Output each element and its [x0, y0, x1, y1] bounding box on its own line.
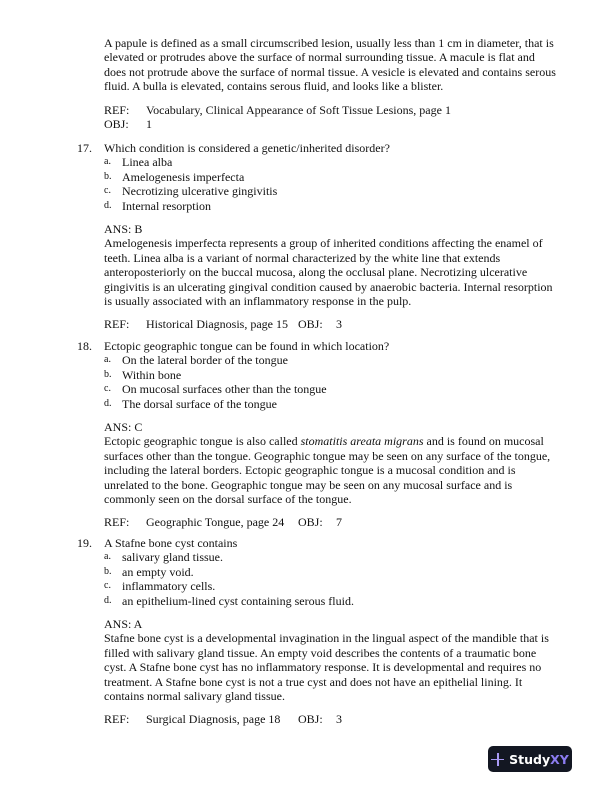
obj-line [104, 117, 556, 131]
option-text: an empty void. [122, 564, 194, 579]
logo-text [509, 752, 569, 767]
option-text: Within bone [122, 367, 182, 382]
option-c [104, 382, 550, 396]
text-line: treatment. A Stafne bone cyst is not a true cyst and does not have an epithelial lining. It [104, 674, 523, 689]
option-letter: d. [104, 397, 112, 409]
option-letter: b. [104, 170, 112, 182]
ref-line [104, 317, 553, 331]
option-b [104, 565, 549, 579]
ref-line [104, 103, 556, 117]
text-line: including the lateral borders. Ectopic geographic tongue is a mucosal condition and is [104, 463, 516, 478]
text-line: gingivitis is an ulcerating gingival condition caused by anaerobic bacteria. Internal resorption [104, 279, 553, 294]
answer: ANS: A [104, 616, 143, 631]
obj-value: 3 [336, 317, 342, 332]
option-d [104, 199, 553, 213]
logo-text-a: Study [509, 751, 551, 767]
text-line: cyst. A Stafne bone cyst has no inflammatory response. It is developmental and requires no [104, 660, 542, 675]
option-b [104, 368, 550, 382]
text-line: commonly seen on the dorsal surface of the tongue. [104, 491, 352, 506]
question-stem: A Stafne bone cyst contains [104, 536, 238, 550]
option-text: The dorsal surface of the tongue [122, 396, 277, 411]
answer: ANS: B [104, 221, 143, 236]
text-line: is usually associated with an inflammatory response in the pulp. [104, 293, 412, 308]
option-text: On mucosal surfaces other than the tongue [122, 382, 327, 397]
obj-label: OBJ: [104, 116, 129, 131]
question-number: 17. [77, 141, 92, 155]
ref-line [104, 712, 549, 726]
answer: ANS: C [104, 419, 143, 434]
option-letter: a. [104, 551, 111, 563]
option-text: an epithelium-lined cyst containing serous fluid. [122, 593, 354, 608]
text-line: anteroposteriorly on the buccal mucosa, along the occlusal plane. Necrotizing ulcerative [104, 265, 528, 280]
ref-value: Vocabulary, Clinical Appearance of Soft Tissue Lesions, page 1 [146, 102, 451, 117]
option-letter: b. [104, 565, 112, 577]
text-line: surfaces other than the tongue. Geographic tongue may be seen on any surface of the tongue, [104, 448, 551, 463]
ref-label: REF: [104, 317, 130, 332]
option-c [104, 579, 549, 593]
ref-label: REF: [104, 712, 130, 727]
ref-label: REF: [104, 515, 130, 530]
question-19 [77, 536, 549, 727]
option-letter: d. [104, 199, 112, 211]
obj-value: 1 [146, 116, 152, 131]
option-letter: c. [104, 383, 111, 395]
text-line: contains normal salivary gland tissue. [104, 688, 285, 703]
ref-value: Historical Diagnosis, page 15 [146, 317, 288, 332]
option-letter: c. [104, 185, 111, 197]
plus-icon [491, 753, 504, 766]
question-number: 19. [77, 536, 92, 550]
question-stem: Ectopic geographic tongue can be found in which location? [104, 339, 390, 353]
text-line: A papule is defined as a small circumscribed lesion, usually less than 1 cm in diameter, that is [104, 36, 554, 50]
option-a [104, 155, 553, 169]
text-line: fluid. A bulla is elevated, contains serous fluid, and looks like a blister. [104, 79, 444, 94]
intro-explanation [104, 36, 556, 131]
option-letter: a. [104, 354, 111, 366]
obj-label: OBJ: [298, 712, 323, 727]
text-run: Ectopic geographic tongue is also called [104, 434, 301, 449]
ref-value: Geographic Tongue, page 24 [146, 515, 285, 530]
question-stem: Which condition is considered a genetic/inherited disorder? [104, 141, 390, 155]
obj-value: 3 [336, 712, 342, 727]
text-run: and is found on mucosal [423, 434, 544, 449]
option-text: Linea alba [122, 155, 173, 170]
text-line: does not protrude above the surface of normal tissue. A vesicle is elevated and contains serous [104, 64, 556, 79]
option-a [104, 353, 550, 367]
option-text: salivary gland tissue. [122, 550, 223, 565]
ref-label: REF: [104, 102, 130, 117]
obj-label: OBJ: [298, 515, 323, 530]
option-text: On the lateral border of the tongue [122, 353, 288, 368]
obj-label: OBJ: [298, 317, 323, 332]
option-d [104, 397, 550, 411]
option-letter: b. [104, 368, 112, 380]
option-a [104, 550, 549, 564]
option-text: Internal resorption [122, 198, 211, 213]
option-text: inflammatory cells. [122, 579, 216, 594]
option-d [104, 594, 549, 608]
italic-term: stomatitis areata migrans [300, 434, 424, 449]
ref-value: Surgical Diagnosis, page 18 [146, 712, 281, 727]
option-c [104, 184, 553, 198]
option-letter: a. [104, 156, 111, 168]
question-18 [77, 339, 551, 530]
studyxy-logo[interactable] [488, 746, 572, 772]
logo-text-b: XY [550, 751, 569, 767]
question-number: 18. [77, 339, 92, 353]
text-line: Amelogenesis imperfecta represents a group of inherited conditions affecting the enamel of [104, 236, 543, 251]
text-line: elevated or protrudes above the surface of normal surrounding tissue. A macule is flat and [104, 50, 535, 65]
text-line: filled with salivary gland tissue. An empty void describes the contents of a traumatic bone [104, 645, 537, 660]
text-line: unrelated to the bone. Geographic tongue may be seen on any mucosal surface and is [104, 477, 513, 492]
option-text: Amelogenesis imperfecta [122, 169, 245, 184]
obj-value: 7 [336, 515, 342, 530]
option-letter: c. [104, 580, 111, 592]
option-letter: d. [104, 594, 112, 606]
option-b [104, 170, 553, 184]
ref-line [104, 515, 550, 529]
text-line: Stafne bone cyst is a developmental invagination in the lingual aspect of the mandible that is [104, 631, 549, 646]
question-17 [77, 141, 553, 332]
text-line [104, 434, 550, 448]
option-text: Necrotizing ulcerative gingivitis [122, 184, 278, 199]
text-line: teeth. Linea alba is a variant of normal characterized by the white line that extends [104, 250, 501, 265]
